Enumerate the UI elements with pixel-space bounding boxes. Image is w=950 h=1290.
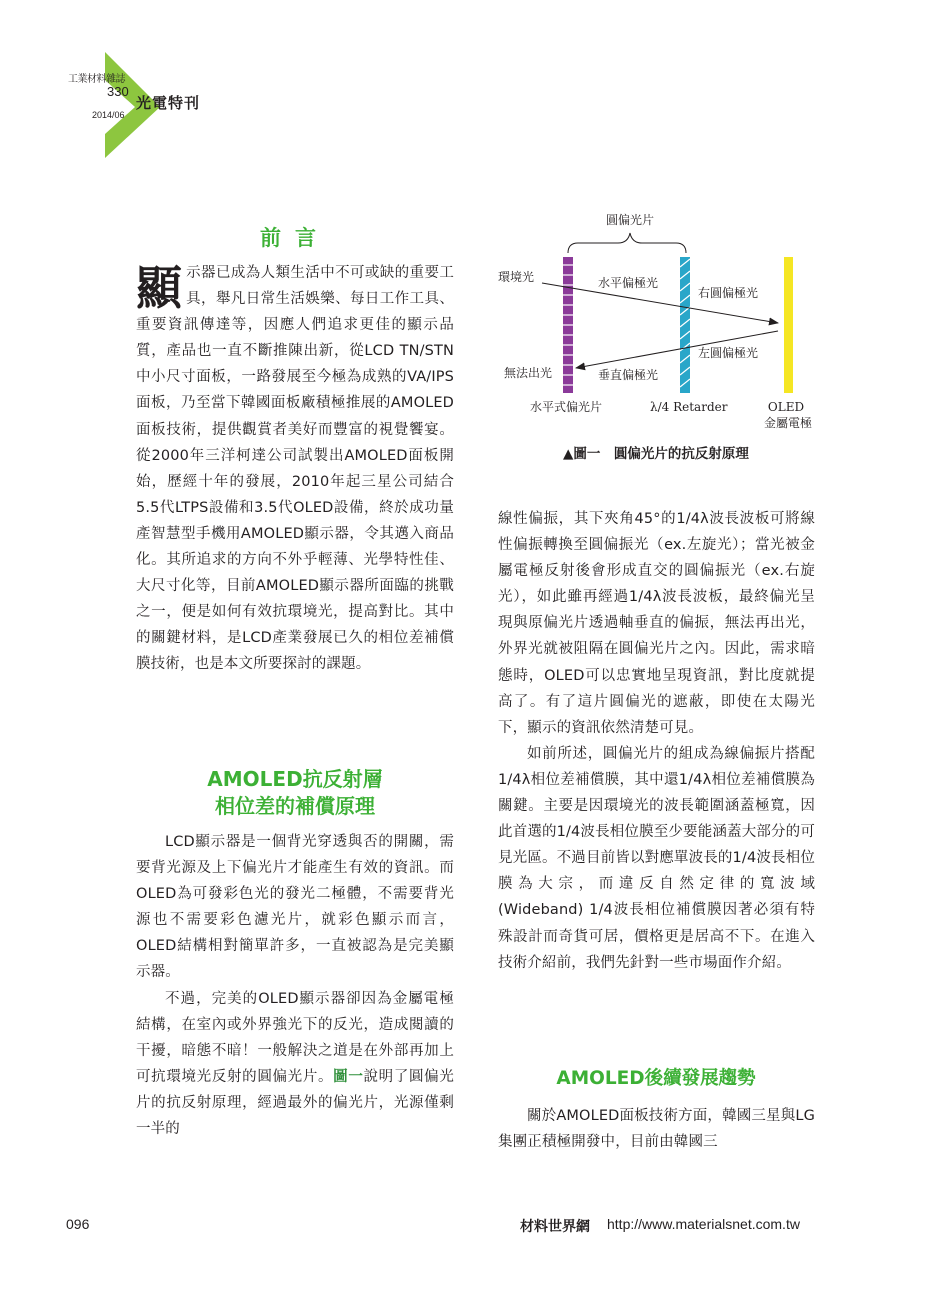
label-right-circ: 右圓偏極光: [698, 286, 759, 300]
label-vertical-pol: 垂直偏極光: [598, 368, 659, 382]
figure-diagram: [490, 205, 820, 435]
p2-text-before: 不過，完美的OLED顯示器卻因為金屬電極結構，在室內或外界強光下的反光，造成閱讀的干擾，暗態不暗！一般解決之道是在外部再加上可抗環境光反射的圓偏光片。: [136, 990, 454, 1085]
magazine-name: 工業材料雜誌: [68, 74, 125, 85]
page-number: 096: [66, 1216, 90, 1232]
left-column-bottom: [136, 829, 454, 1142]
footer-site-name: 材料世界網: [520, 1219, 590, 1235]
section1-paragraph-1: LCD顯示器是一個背光穿透與否的開關，需要背光源及上下偏光片才能產生有效的資訊。而OLED為可發彩色光的發光二極體，不需要背光源也不需要彩色濾光片，就彩色顯示而言，OLED結構相對簡單許多，一直被認為是完美顯示器。: [136, 834, 454, 981]
label-retarder: λ/4 Retarder: [650, 400, 728, 414]
section1-paragraph-4: 如前所述，圓偏光片的組成為線偏振片搭配1/4λ相位差補償膜，其中還1/4λ相位差補償膜為關鍵。主要是因環境光的波長範圍涵蓋極寬，因此首選的1/4波長相位膜至少要能涵蓋大部分的可見光區。不過目前皆以對應單波長的1/4波長相位膜為大宗，而違反自然定律的寬波域(Wideband) 1/4波長相位補償膜因著必須有特殊設計而奇貨可居，價格更是居高不下。在進入技術介紹前，我們先針對一些市場面作介紹。: [498, 745, 815, 971]
label-metal-electrode: 金屬電極: [763, 416, 813, 430]
section2-paragraph-1: 關於AMOLED面板技術方面，韓國三星與LG集團正積極開發中，目前由韓國三: [498, 1108, 815, 1151]
figure-caption: ▲圖一 圓偏光片的抗反射原理: [563, 446, 749, 462]
special-issue-title: 光電特刊: [136, 94, 201, 112]
figure-reference-link[interactable]: 圖一: [333, 1068, 364, 1085]
label-no-exit: 無法出光: [504, 366, 553, 380]
dropcap: 顯: [136, 261, 183, 315]
section1-paragraph-2: [136, 986, 454, 1143]
issue-date: 2014/06: [92, 110, 125, 120]
section2-heading: AMOLED後續發展趨勢: [556, 1068, 756, 1089]
brace-shape: [568, 233, 686, 253]
label-ambient: 環境光: [498, 270, 535, 284]
right-column-bottom: [498, 1103, 815, 1155]
label-circular-polarizer: 圓偏光片: [605, 213, 655, 227]
footer-url-link[interactable]: http://www.materialsnet.com.tw: [607, 1216, 800, 1232]
section1-heading-line2: 相位差的補償原理: [215, 794, 375, 818]
section1-heading: [140, 766, 450, 820]
section1-paragraph-3: 線性偏振，其下夾角45°的1/4λ波長波板可將線性偏振轉換至圓偏振光（ex.左旋光）；當光被金屬電極反射後會形成直交的圓偏振光（ex.右旋光），如此雖再經過1/4λ波長波板，最終偏光呈現與原偏光片透過軸垂直的偏振，無法再出光，外界光就被阻隔在圓偏光片之內。因此，需求暗態時，OLED可以忠實地呈現資訊，對比度就提高了。有了這片圓偏光的遮蔽，即使在太陽光下，顯示的資訊依然清楚可見。: [498, 511, 815, 736]
issue-number: 330: [107, 84, 129, 99]
section1-heading-line1: AMOLED抗反射層: [207, 767, 383, 791]
intro-text: 示器已成為人類生活中不可或缺的重要工具，舉凡日常生活娛樂、每日工作工具、重要資訊傳達等，因應人們追求更佳的顯示品質，產品也一直不斷推陳出新，從LCD TN/STN中小尺寸面板，一路發展至今極為成熟的VA/IPS面板，乃至當下韓國面板廠積極推展的AMOLED面板技術，提供觀賞者美好而豐富的視覺饗宴。從2000年三洋柯達公司試製出AMOLED面板開始，歷經十年的發展，2010年起三星公司結合5.5代LTPS設備和3.5代OLED設備，終於成功量產智慧型手機用AMOLED顯示器，令其邁入商品化。其所追求的方向不外乎輕薄、光學特性佳、大尺寸化等，目前AMOLED顯示器所面臨的挑戰之一，便是如何有效抗環境光，提高對比。其中的關鍵材料，是LCD產業發展已久的相位差補償膜技術，也是本文所要探討的課題。: [136, 265, 454, 673]
p2-text-after: 說明了圓偏光片的抗反射原理，經過最外的偏光片，光源僅剩一半的: [136, 1068, 454, 1138]
intro-paragraph: [136, 260, 454, 678]
oled-shape: [784, 257, 793, 393]
label-left-circ: 左圓偏極光: [698, 346, 759, 360]
left-column-top: [136, 260, 454, 678]
label-horizontal-polarizer: 水平式偏光片: [530, 400, 603, 414]
intro-heading: 前言: [260, 226, 330, 250]
label-oled: OLED: [767, 400, 805, 414]
right-column-top: [498, 506, 815, 976]
label-horizontal-pol: 水平偏極光: [598, 276, 659, 290]
